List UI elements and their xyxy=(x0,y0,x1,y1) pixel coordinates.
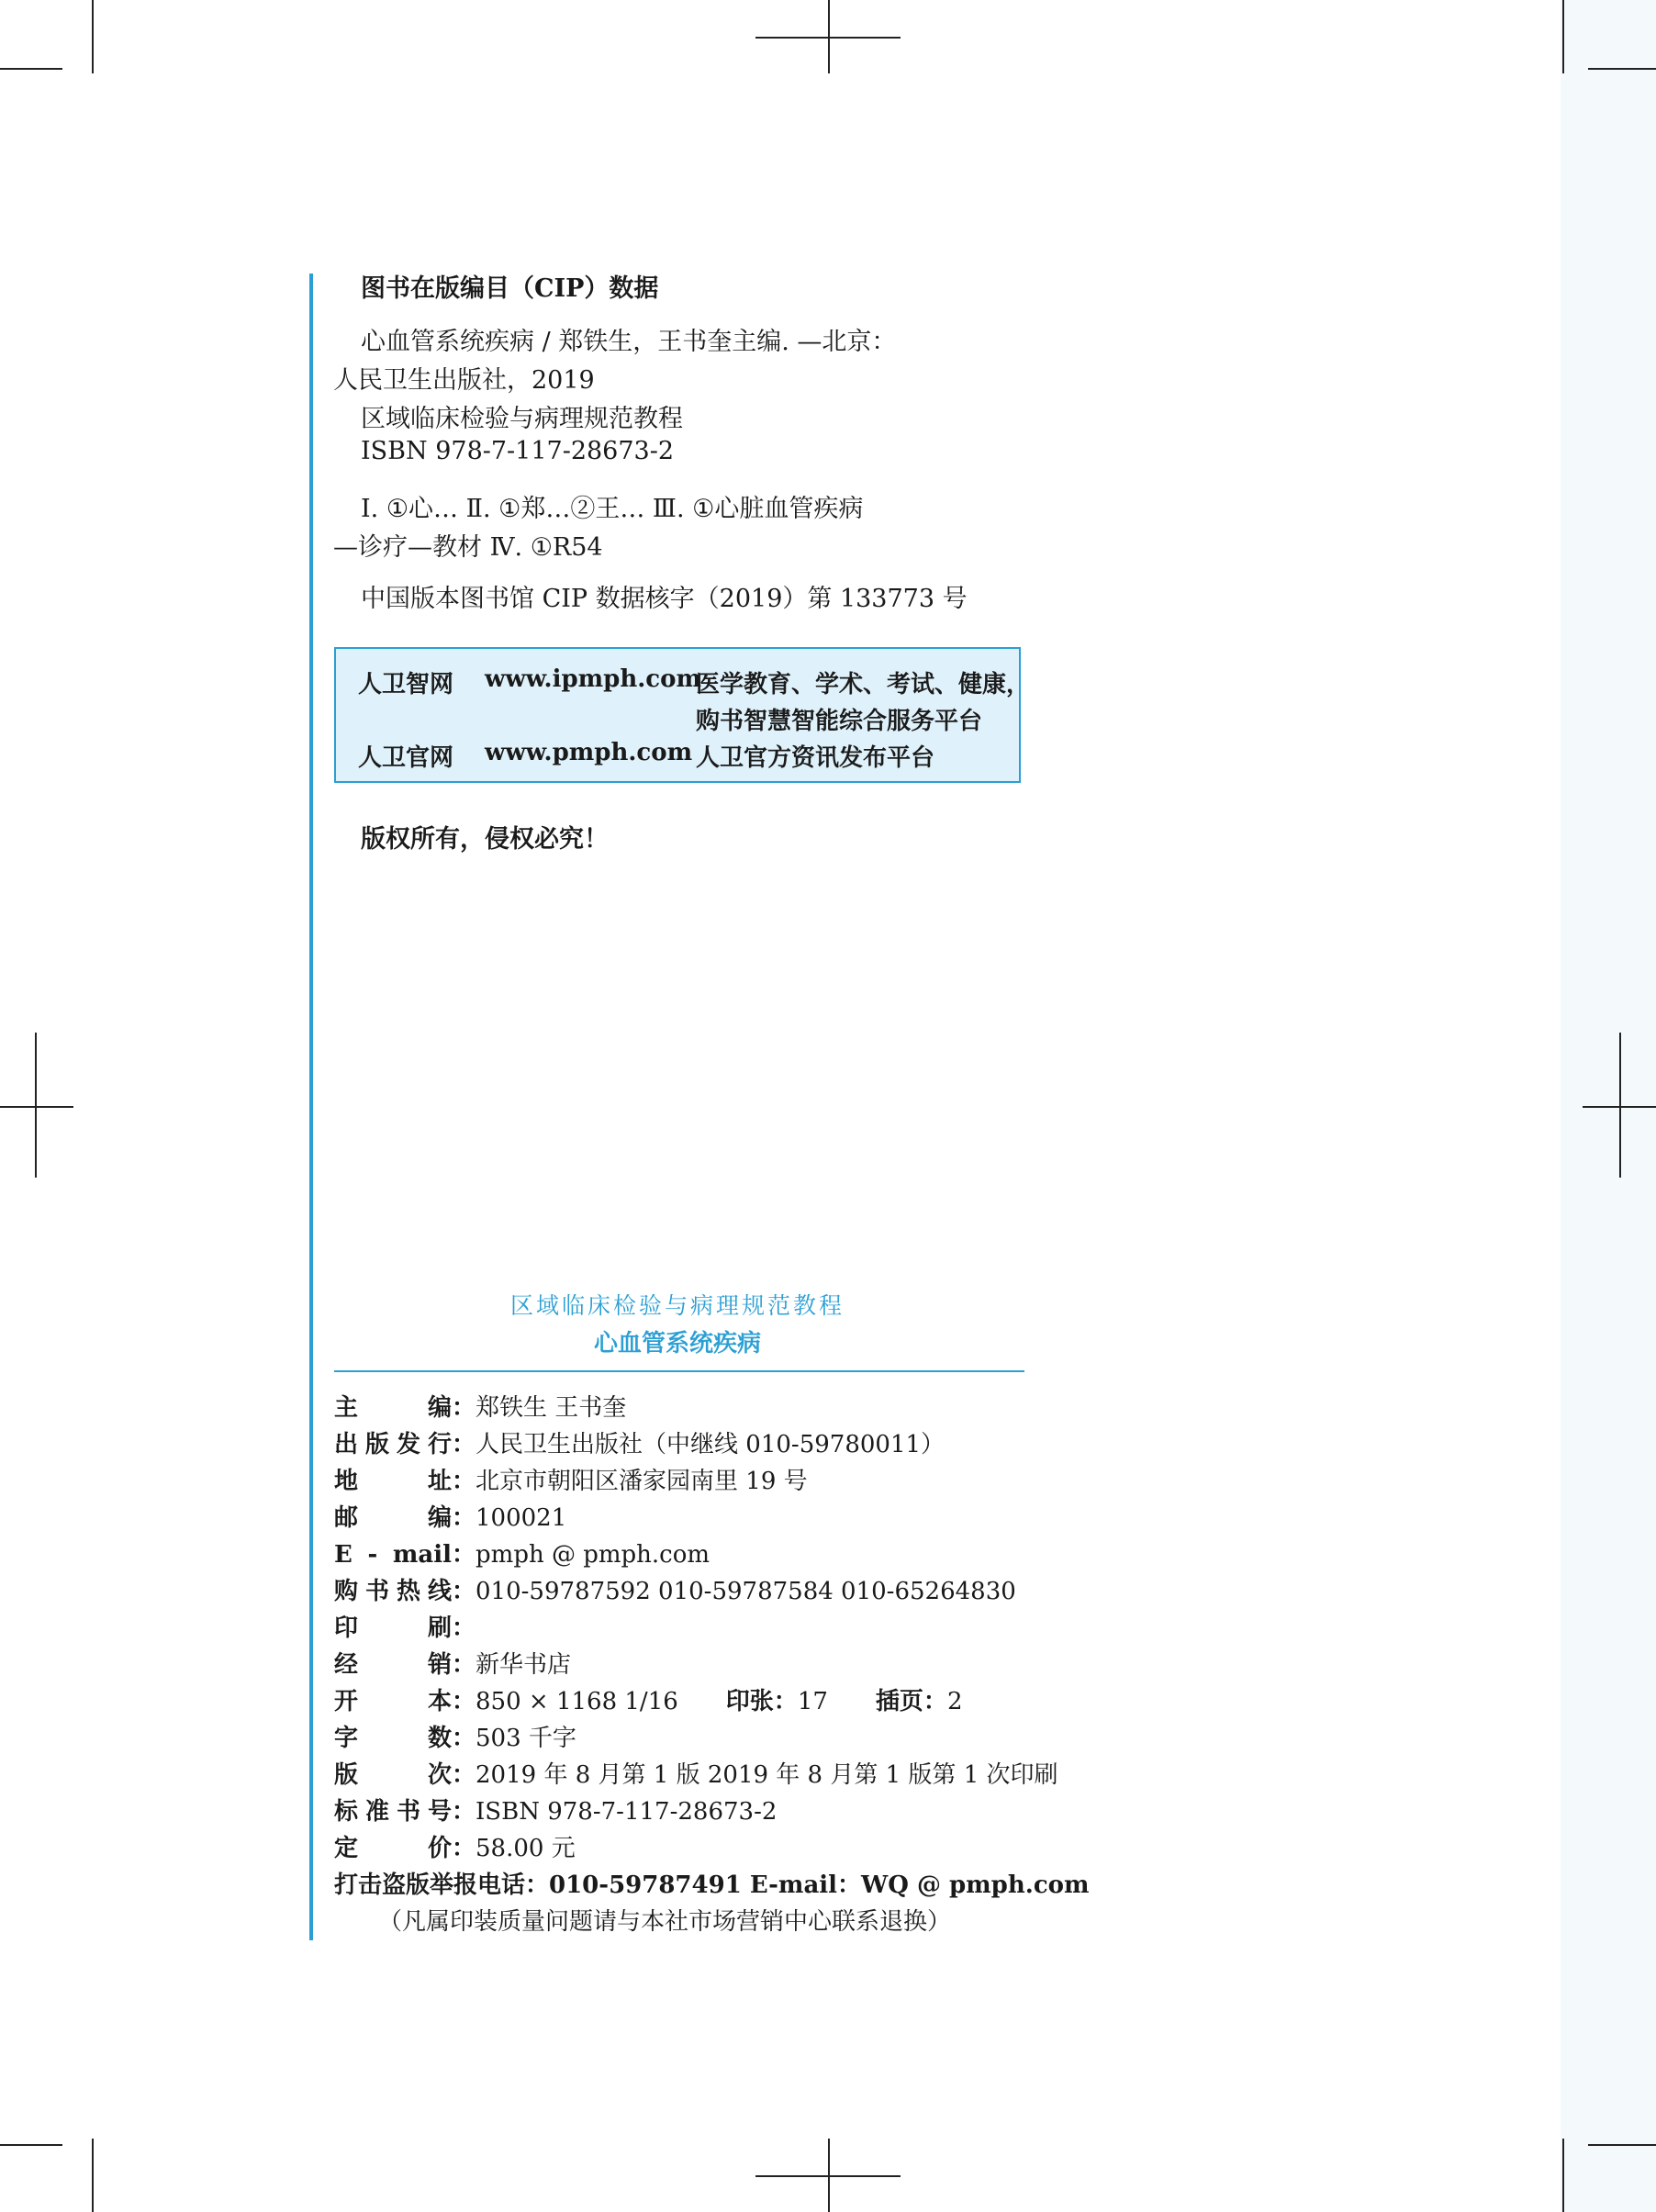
info-label: E - mail xyxy=(334,1541,452,1569)
info-row-editor: 主编：郑铁生 王书奎 xyxy=(334,1389,626,1423)
cip-line: 中国版本图书馆 CIP 数据核字（2019）第 133773 号 xyxy=(361,585,968,613)
info-value: 850 × 1168 1/16 xyxy=(476,1688,678,1715)
info-row-format: 开本：850 × 1168 1/16 印张：17 插页：2 xyxy=(334,1682,962,1716)
crop-mark xyxy=(828,2139,830,2212)
plates-value: 2 xyxy=(946,1688,963,1715)
crop-mark xyxy=(0,1106,73,1108)
info-label: 购书热线 xyxy=(334,1578,452,1605)
site-url[interactable]: www.pmph.com xyxy=(485,739,693,766)
sheets-value: 17 xyxy=(797,1688,828,1715)
site-description: 购书智慧智能综合服务平台 xyxy=(696,708,983,735)
info-label: 邮编 xyxy=(334,1504,452,1532)
crop-mark xyxy=(0,68,62,70)
info-row-price: 定价：58.00 元 xyxy=(334,1829,576,1863)
info-label: 主编 xyxy=(334,1394,452,1422)
info-label: 地址 xyxy=(334,1468,452,1495)
crop-mark xyxy=(35,1033,37,1178)
cip-line: 人民卫生出版社，2019 xyxy=(333,366,595,395)
cip-line: Ⅰ. ①心… Ⅱ. ①郑…②王… Ⅲ. ①心脏血管疾病 xyxy=(361,495,864,523)
crop-mark xyxy=(1562,0,1564,73)
info-row-distributor: 经销：新华书店 xyxy=(334,1646,571,1680)
cip-heading: 图书在版编目（CIP）数据 xyxy=(361,274,659,303)
cip-line: —诊疗—教材 Ⅳ. ①R54 xyxy=(333,533,603,562)
cip-line: ISBN 978-7-117-28673-2 xyxy=(361,437,675,465)
info-label: 标准书号 xyxy=(334,1798,452,1826)
info-value: ISBN 978-7-117-28673-2 xyxy=(476,1798,778,1826)
crop-mark xyxy=(1619,1033,1621,1178)
site-name: 人卫官网 xyxy=(358,744,454,772)
info-divider xyxy=(334,1370,1024,1372)
cip-line: 区域临床检验与病理规范教程 xyxy=(361,405,683,433)
info-value[interactable]: pmph @ pmph.com xyxy=(476,1541,711,1569)
info-row-postcode: 邮编：100021 xyxy=(334,1499,566,1533)
site-name: 人卫智网 xyxy=(358,671,454,698)
info-row-printer: 印刷： xyxy=(334,1609,476,1643)
crop-mark xyxy=(1562,2139,1564,2212)
info-value: 100021 xyxy=(476,1504,567,1532)
crop-mark xyxy=(828,0,830,73)
site-description: 医学教育、学术、考试、健康， xyxy=(696,671,1031,698)
crop-mark xyxy=(92,2139,94,2212)
crop-mark xyxy=(1588,68,1656,70)
info-value: 郑铁生 王书奎 xyxy=(476,1394,627,1422)
info-label: 版次 xyxy=(334,1761,452,1789)
crop-mark xyxy=(1588,2144,1656,2146)
info-label: 字数 xyxy=(334,1725,452,1752)
book-title: 心血管系统疾病 xyxy=(593,1330,761,1357)
crop-mark xyxy=(92,0,94,73)
copyright-notice: 版权所有，侵权必究！ xyxy=(361,825,609,854)
anti-piracy-hotline: 打击盗版举报电话：010-59787491 E-mail：WQ @ pmph.com xyxy=(334,1871,1090,1899)
info-value: 58.00 元 xyxy=(476,1835,576,1862)
info-row-address: 地址：北京市朝阳区潘家园南里 19 号 xyxy=(334,1462,808,1496)
info-value: 新华书店 xyxy=(476,1651,572,1679)
info-label: 定价 xyxy=(334,1835,452,1862)
info-row-isbn: 标准书号：ISBN 978-7-117-28673-2 xyxy=(334,1793,777,1827)
quality-note: （凡属印装质量问题请与本社市场营销中心联系退换） xyxy=(378,1908,952,1936)
sheets-label: 印张 xyxy=(725,1688,774,1715)
info-label: 开本 xyxy=(334,1688,452,1715)
info-value: 503 千字 xyxy=(476,1725,576,1752)
info-value: 010-59787592 010-59787584 010-65264830 xyxy=(476,1578,1016,1605)
site-description: 人卫官方资讯发布平台 xyxy=(696,744,935,772)
cip-line: 心血管系统疾病 / 郑铁生，王书奎主编. —北京： xyxy=(361,328,897,356)
info-row-publisher: 出版发行：人民卫生出版社（中继线 010-59780011） xyxy=(334,1425,945,1459)
info-label: 出版发行 xyxy=(334,1431,452,1458)
info-row-hotline: 购书热线：010-59787592 010-59787584 010-65264830 xyxy=(334,1572,1016,1606)
info-row-edition: 版次：2019 年 8 月第 1 版 2019 年 8 月第 1 版第 1 次印刷 xyxy=(334,1756,1058,1790)
vertical-accent-rule xyxy=(309,274,313,1940)
plates-label: 插页 xyxy=(875,1688,923,1715)
info-label: 经销 xyxy=(334,1651,452,1679)
info-value: 2019 年 8 月第 1 版 2019 年 8 月第 1 版第 1 次印刷 xyxy=(476,1761,1058,1789)
crop-mark xyxy=(0,2144,62,2146)
info-value: 人民卫生出版社（中继线 010-59780011） xyxy=(476,1431,945,1458)
series-title: 区域临床检验与病理规范教程 xyxy=(509,1292,845,1319)
website-info-box xyxy=(334,647,1031,783)
info-row-email: E - mail：pmph @ pmph.com xyxy=(334,1541,711,1569)
info-label: 印刷 xyxy=(334,1614,452,1642)
info-row-words: 字数：503 千字 xyxy=(334,1719,576,1753)
site-url[interactable]: www.ipmph.com xyxy=(485,665,701,693)
info-value: 北京市朝阳区潘家园南里 19 号 xyxy=(476,1468,808,1495)
